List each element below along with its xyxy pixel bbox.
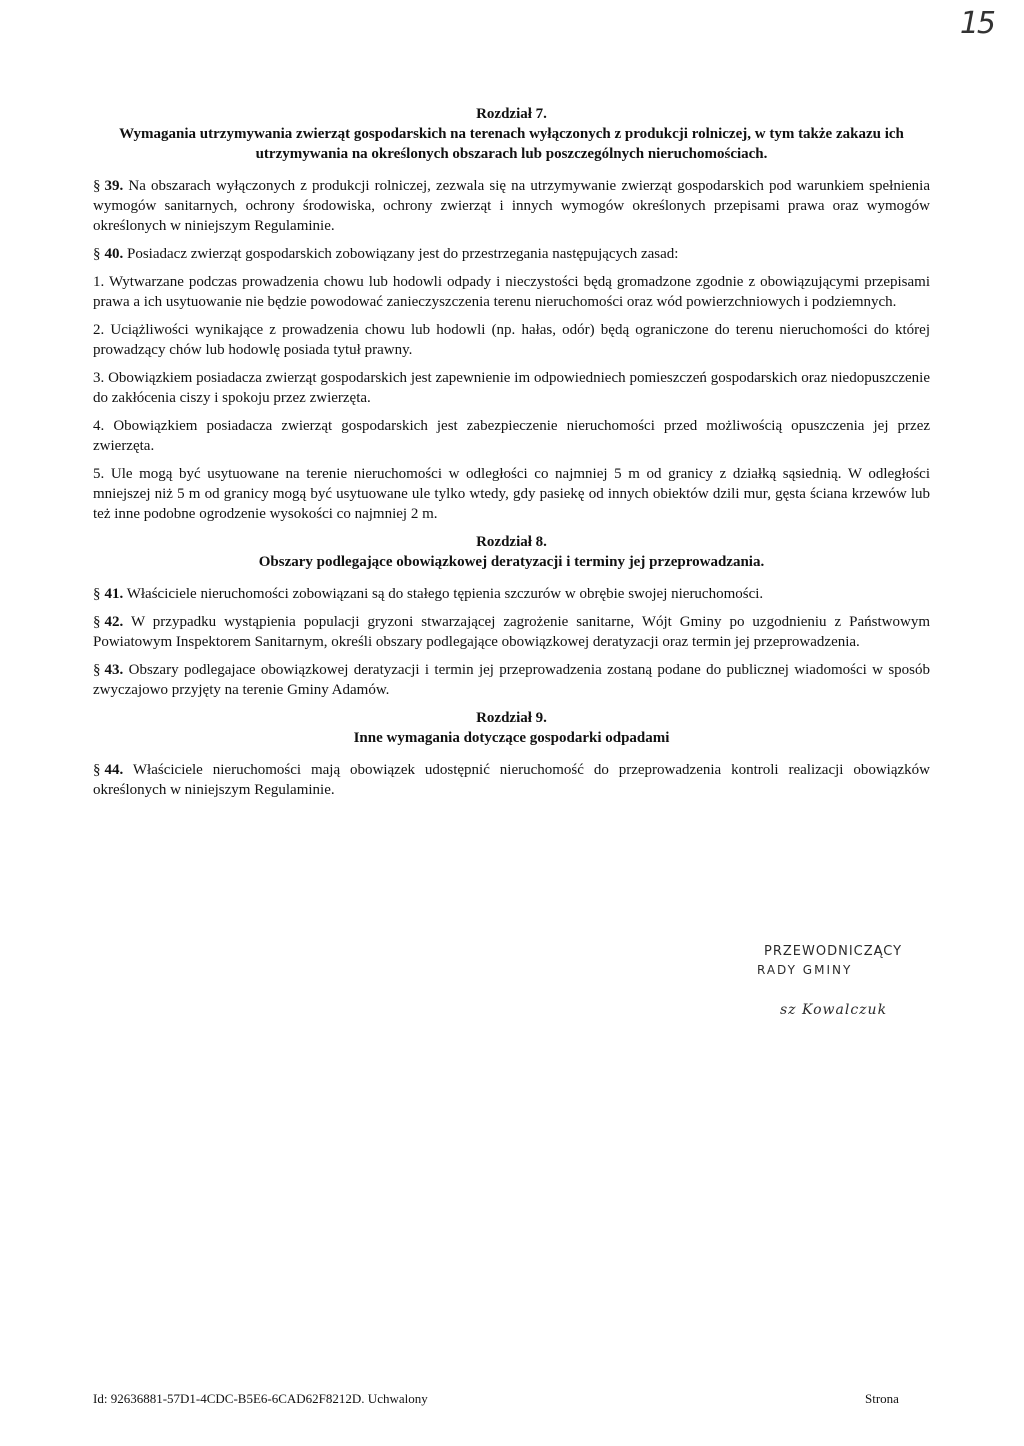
paragraph-43-text: Obszary podlegajace obowiązkowej deratyzacji i termin jej przeprowadzenia zostaną podane do publicznej wiadomości w sposób zwyczajowo przyjęty na terenie Gminy Adamów. xyxy=(93,662,930,698)
section-sign-icon: § xyxy=(93,762,101,778)
section-sign-icon: § xyxy=(93,586,101,602)
section-sign-icon: § xyxy=(93,614,101,630)
handwritten-page-number: 15 xyxy=(959,6,994,41)
chapter-9-number: Rozdział 9. xyxy=(476,710,547,726)
paragraph-41 xyxy=(93,584,930,604)
stamp-subtitle: RADY GMINY xyxy=(757,963,853,977)
paragraph-43-number: 43. xyxy=(104,662,124,678)
paragraph-40-item-2 xyxy=(93,320,930,360)
section-sign-icon: § xyxy=(93,178,101,194)
section-sign-icon: § xyxy=(93,662,101,678)
paragraph-42-text: W przypadku wystąpienia populacji gryzoni stwarzającej zagrożenie sanitarne, Wójt Gminy po uzgodnieniu z Państwowym Powiatowym Inspektorem Sanitarnym, określi obszary podlegające obowiązkowej deratyzacji oraz termin jej przeprowadzenia. xyxy=(93,614,930,650)
paragraph-40-text: Posiadacz zwierząt gospodarskich zobowiązany jest do przestrzegania następujących zasad: xyxy=(127,246,679,262)
paragraph-40-item-3 xyxy=(93,368,930,408)
item-number: 1. xyxy=(93,274,105,290)
signature-stamp xyxy=(757,942,922,1020)
item-number: 2. xyxy=(93,322,105,338)
paragraph-44-number: 44. xyxy=(104,762,124,778)
chapter-8-title: Obszary podlegające obowiązkowej deratyzacji i terminy jej przeprowadzania. xyxy=(258,554,765,570)
paragraph-42-number: 42. xyxy=(104,614,124,630)
paragraph-40 xyxy=(93,244,930,264)
paragraph-44 xyxy=(93,760,930,800)
stamp-title: PRZEWODNICZĄCY xyxy=(764,944,903,959)
paragraph-39-text: Na obszarach wyłączonych z produkcji rolniczej, zezwala się na utrzymywanie zwierząt gospodarskich pod warunkiem spełnienia wymogów sanitarnych, ochrony środowiska, ochrony zwierząt i innych wymogów określonych przepisami prawa oraz wymogów określonych w niniejszym Regulaminie. xyxy=(93,178,930,234)
item-text: Uciążliwości wynikające z prowadzenia chowu lub hodowli (np. hałas, odór) będą ograniczone do terenu nieruchomości do której prowadzący chów lub hodowlę posiada tytuł prawny. xyxy=(93,322,930,358)
item-number: 5. xyxy=(93,466,105,482)
paragraph-39-number: 39. xyxy=(104,178,124,194)
paragraph-41-text: Właściciele nieruchomości zobowiązani są do stałego tępienia szczurów w obrębie swojej nieruchomości. xyxy=(126,586,764,602)
paragraph-40-number: 40. xyxy=(104,246,124,262)
chapter-7-number: Rozdział 7. xyxy=(476,106,547,122)
section-sign-icon: § xyxy=(93,246,101,262)
chapter-7-title: Wymagania utrzymywania zwierząt gospodarskich na terenach wyłączonych z produkcji rolniczej, w tym także zakazu ich utrzymywania na określonych obszarach lub poszczególnych nieruchomościach. xyxy=(119,126,904,162)
paragraph-40-item-1 xyxy=(93,272,930,312)
paragraph-40-item-5 xyxy=(93,464,930,524)
paragraph-44-text: Właściciele nieruchomości mają obowiązek udostępnić nieruchomość do przeprowadzenia kontroli realizacji obowiązków określonych w niniejszym Regulaminie. xyxy=(93,762,930,798)
document-content xyxy=(93,104,930,808)
footer-page-label: Strona xyxy=(865,1391,899,1406)
item-text: Ule mogą być usytuowane na terenie nieruchomości w odległości co najmniej 5 m od granicy z działką sąsiednią. W odległości mniejszej niż 5 m od granicy mogą być usytuowane ule tylko wtedy, gdy pasiekę od innych obiektów dzili mur, gęsta ściana krzewów lub też inne podobne ogrodzenie wysokości co najmniej 2 m. xyxy=(93,466,931,522)
signatory-name: sz Kowalczuk xyxy=(780,1002,888,1018)
paragraph-43 xyxy=(93,660,930,700)
footer-document-id: Id: 92636881-57D1-4CDC-B5E6-6CAD62F8212D. Uchwalony xyxy=(93,1391,428,1406)
paragraph-40-item-4 xyxy=(93,416,930,456)
chapter-8-number: Rozdział 8. xyxy=(476,534,547,550)
item-text: Wytwarzane podczas prowadzenia chowu lub hodowli odpady i nieczystości będą gromadzone zgodnie z obowiązującymi przepisami prawa a ich usytuowanie nie będzie powodować zanieczyszczenia terenu nieruchomości oraz wód powierzchniowych i podziemnych. xyxy=(93,274,931,310)
paragraph-39 xyxy=(93,176,930,236)
paragraph-42 xyxy=(93,612,930,652)
chapter-9-title: Inne wymagania dotyczące gospodarki odpadami xyxy=(353,730,670,746)
item-number: 4. xyxy=(93,418,105,434)
paragraph-41-number: 41. xyxy=(104,586,124,602)
item-number: 3. xyxy=(93,370,105,386)
item-text: Obowiązkiem posiadacza zwierząt gospodarskich jest zabezpieczenie nieruchomości przed możliwością opuszczenia jej przez zwierzęta. xyxy=(93,418,931,454)
item-text: Obowiązkiem posiadacza zwierząt gospodarskich jest zapewnienie im odpowiedniech pomieszczeń gospodarskich oraz niedopuszczenie do zakłócenia ciszy i spokoju przez zwierzęta. xyxy=(93,370,931,406)
